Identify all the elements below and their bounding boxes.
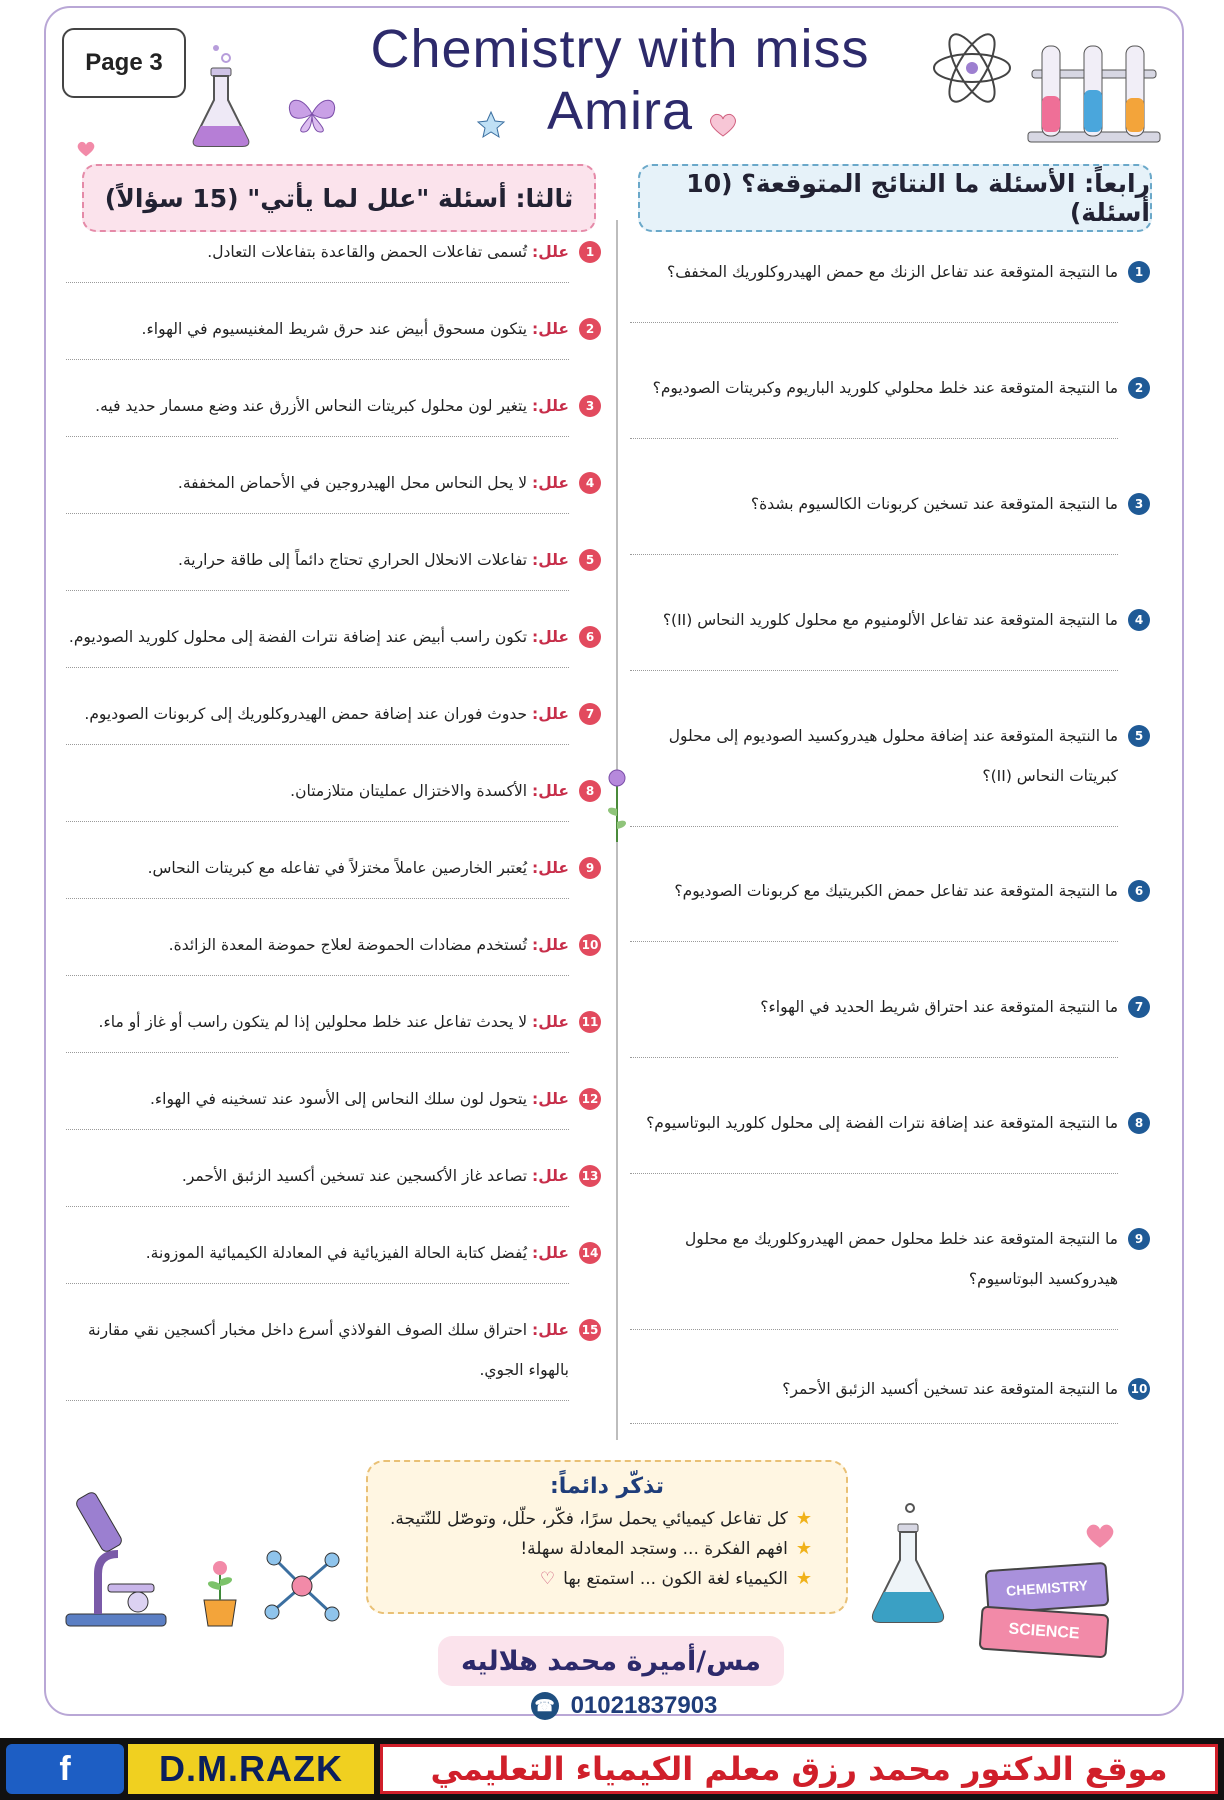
- question-number: 2: [579, 318, 601, 340]
- book-label-chemistry: CHEMISTRY: [985, 1562, 1110, 1614]
- question-text: يتكون مسحوق أبيض عند حرق شريط المغنيسيوم في الهواء.: [141, 320, 528, 338]
- question-text: تُسمى تفاعلات الحمض والقاعدة بتفاعلات التعادل.: [207, 243, 528, 261]
- question-number: 10: [579, 934, 601, 956]
- question-prefix: علل:: [532, 397, 569, 415]
- question-number: 3: [1128, 493, 1150, 515]
- question-number: 9: [579, 857, 601, 879]
- list-item: [66, 1002, 601, 1079]
- question-text: ما النتيجة المتوقعة عند إضافة محلول هيدروكسيد الصوديوم إلى محلول كبريتات النحاس (II)؟: [668, 727, 1118, 785]
- question-text: الأكسدة والاختزال عمليتان متلازمتان.: [290, 782, 528, 800]
- question-number: 3: [579, 395, 601, 417]
- phone-icon: ☎: [531, 1692, 559, 1720]
- question-text: ما النتيجة المتوقعة عند تفاعل الألومنيوم مع محلول كلوريد النحاس (II)؟: [662, 611, 1118, 629]
- question-prefix: علل:: [532, 859, 569, 877]
- question-number: 11: [579, 1011, 601, 1033]
- list-item: [66, 1233, 601, 1310]
- answer-line[interactable]: [66, 1206, 569, 1207]
- answer-line[interactable]: [630, 322, 1118, 323]
- remember-line-text: افهم الفكرة ... وستجد المعادلة سهلة!: [520, 1538, 788, 1559]
- list-item: [630, 871, 1150, 987]
- books-icon: [980, 1566, 1110, 1658]
- book-label-science: SCIENCE: [979, 1606, 1110, 1659]
- question-text: ما النتيجة المتوقعة عند تفاعل حمض الكبريتيك مع كربونات الصوديوم؟: [674, 882, 1118, 900]
- facebook-icon[interactable]: f: [6, 1744, 124, 1794]
- footer-banner: [0, 1738, 1224, 1800]
- microscope-icon: [58, 1474, 178, 1634]
- star-icon: ★: [795, 1538, 812, 1559]
- brand-logo: D.M.RAZK: [128, 1744, 374, 1794]
- question-text: احتراق سلك الصوف الفولاذي أسرع داخل مخبار أكسجين نقي مقارنة بالهواء الجوي.: [87, 1321, 569, 1379]
- question-text: لا يحل النحاس محل الهيدروجين في الأحماض المخففة.: [177, 474, 528, 492]
- question-number: 1: [579, 241, 601, 263]
- list-item: [66, 617, 601, 694]
- answer-line[interactable]: [66, 513, 569, 514]
- remember-line: [388, 1568, 812, 1589]
- question-prefix: علل:: [532, 628, 569, 646]
- question-text: يُفضل كتابة الحالة الفيزيائية في المعادلة الكيميائية الموزونة.: [145, 1244, 528, 1262]
- question-number: 12: [579, 1088, 601, 1110]
- heart-icon: [708, 112, 738, 138]
- list-item: [66, 1156, 601, 1233]
- question-prefix: علل:: [532, 1167, 569, 1185]
- list-item: [66, 1079, 601, 1156]
- list-item: [66, 694, 601, 771]
- list-item: [630, 987, 1150, 1103]
- star-icon: ★: [795, 1568, 812, 1589]
- page-title: Chemistry with miss Amira: [370, 19, 870, 141]
- question-text: يتحول لون سلك النحاس إلى الأسود عند تسخينه في الهواء.: [149, 1090, 528, 1108]
- question-text: يتغير لون محلول كبريتات النحاس الأزرق عند وضع مسمار حديد فيه.: [95, 397, 528, 415]
- question-number: 10: [1128, 1378, 1150, 1400]
- list-item: [630, 368, 1150, 484]
- answer-line[interactable]: [630, 670, 1118, 671]
- answer-line[interactable]: [66, 821, 569, 822]
- answer-line[interactable]: [630, 1057, 1118, 1058]
- list-item: [66, 771, 601, 848]
- heart-icon: [76, 140, 96, 158]
- list-item: [66, 540, 601, 617]
- question-number: 7: [1128, 996, 1150, 1018]
- question-text: ما النتيجة المتوقعة عند إضافة نترات الفضة إلى محلول كلوريد البوتاسيوم؟: [646, 1114, 1118, 1132]
- question-prefix: علل:: [532, 936, 569, 954]
- butterfly-icon: [284, 92, 340, 136]
- answer-line[interactable]: [66, 975, 569, 976]
- question-text: تفاعلات الانحلال الحراري تحتاج دائماً إلى طاقة حرارية.: [178, 551, 528, 569]
- beaker-icon: [866, 1500, 950, 1630]
- section-heading-expected-results: رابعاً: الأسئلة ما النتائج المتوقعة؟ (10 أسئلة): [638, 164, 1152, 232]
- question-prefix: علل:: [532, 1090, 569, 1108]
- question-number: 6: [1128, 880, 1150, 902]
- question-prefix: علل:: [532, 1013, 569, 1031]
- question-number: 5: [1128, 725, 1150, 747]
- flask-icon: [186, 40, 256, 150]
- question-text: ما النتيجة المتوقعة عند احتراق شريط الحديد في الهواء؟: [760, 998, 1118, 1016]
- answer-line[interactable]: [66, 1052, 569, 1053]
- question-text: ما النتيجة المتوقعة عند خلط محلول حمض الهيدروكلوريك مع محلول هيدروكسيد البوتاسيوم؟: [685, 1230, 1118, 1288]
- question-text: حدوث فوران عند إضافة حمض الهيدروكلوريك إلى كربونات الصوديوم.: [84, 705, 528, 723]
- answer-line[interactable]: [630, 554, 1118, 555]
- answer-line[interactable]: [630, 1423, 1118, 1424]
- page-number-badge: Page 3: [62, 28, 186, 98]
- question-text: لا يحدث تفاعل عند خلط محلولين إذا لم يتكون راسب أو غاز أو ماء.: [98, 1013, 528, 1031]
- answer-line[interactable]: [66, 590, 569, 591]
- test-tubes-icon: [1024, 40, 1164, 150]
- plant-icon: [600, 764, 634, 844]
- list-item: [630, 1219, 1150, 1369]
- question-prefix: علل:: [532, 474, 569, 492]
- list-item: [630, 600, 1150, 716]
- question-number: 2: [1128, 377, 1150, 399]
- answer-line[interactable]: [66, 898, 569, 899]
- list-item: [66, 925, 601, 1002]
- question-number: 5: [579, 549, 601, 571]
- answer-line[interactable]: [630, 941, 1118, 942]
- question-text: يُعتبر الخارصين عاملاً مختزلاً في تفاعله مع كبريتات النحاس.: [147, 859, 528, 877]
- answer-line[interactable]: [66, 1129, 569, 1130]
- list-item: [66, 386, 601, 463]
- question-text: ما النتيجة المتوقعة عند تسخين أكسيد الزئبق الأحمر؟: [782, 1380, 1118, 1398]
- phone-number: 01021837903: [570, 1692, 718, 1719]
- list-item: [66, 1310, 601, 1410]
- star-icon: [476, 110, 506, 140]
- question-text: ما النتيجة المتوقعة عند تسخين كربونات الكالسيوم بشدة؟: [750, 495, 1118, 513]
- section-heading-reasons: ثالثا: أسئلة "علل لما يأتي" (15 سؤالاً): [82, 164, 596, 232]
- list-item: [630, 252, 1150, 368]
- question-number: 4: [1128, 609, 1150, 631]
- question-text: تكون راسب أبيض عند إضافة نترات الفضة إلى محلول كلوريد الصوديوم.: [68, 628, 528, 646]
- remember-title: تذكّر دائماً:: [549, 1474, 664, 1499]
- answer-line[interactable]: [66, 1283, 569, 1284]
- answer-line[interactable]: [630, 826, 1118, 827]
- star-icon: ★: [795, 1508, 812, 1529]
- question-prefix: علل:: [532, 320, 569, 338]
- question-text: ما النتيجة المتوقعة عند خلط محلولي كلوريد الباريوم وكبريتات الصوديوم؟: [652, 379, 1118, 397]
- answer-line[interactable]: [66, 667, 569, 668]
- answer-line[interactable]: [630, 1173, 1118, 1174]
- question-number: 13: [579, 1165, 601, 1187]
- answer-line[interactable]: [630, 438, 1118, 439]
- list-item: [630, 716, 1150, 871]
- question-prefix: علل:: [532, 1244, 569, 1262]
- remember-box: [366, 1460, 848, 1614]
- answer-line[interactable]: [66, 436, 569, 437]
- answer-line[interactable]: [66, 1400, 569, 1401]
- plant-icon: [192, 1554, 248, 1628]
- question-number: 6: [579, 626, 601, 648]
- question-number: 8: [579, 780, 601, 802]
- heart-icon: ♡: [539, 1568, 556, 1589]
- answer-line[interactable]: [66, 282, 569, 283]
- question-text: تُستخدم مضادات الحموضة لعلاج حموضة المعدة الزائدة.: [168, 936, 528, 954]
- answer-line[interactable]: [630, 1329, 1118, 1330]
- remember-line: [388, 1538, 812, 1559]
- question-number: 15: [579, 1319, 601, 1341]
- list-item: [66, 848, 601, 925]
- remember-line-text: كل تفاعل كيميائي يحمل سرًا، فكّر، حلّل، وتوصّل للنّتيجة.: [390, 1508, 788, 1529]
- question-number: 14: [579, 1242, 601, 1264]
- list-item: [66, 232, 601, 309]
- question-number: 9: [1128, 1228, 1150, 1250]
- remember-line-text: الكيمياء لغة الكون ... استمتع بها: [563, 1568, 788, 1589]
- heart-icon: [1084, 1522, 1116, 1550]
- molecule-icon: [262, 1546, 342, 1626]
- list-item: [630, 484, 1150, 600]
- list-item: [630, 1103, 1150, 1219]
- list-item: [630, 1369, 1150, 1439]
- teacher-phone: [484, 1688, 764, 1724]
- question-number: 1: [1128, 261, 1150, 283]
- list-item: [66, 463, 601, 540]
- reasons-question-list: [66, 232, 601, 1410]
- answer-line[interactable]: [66, 744, 569, 745]
- question-prefix: علل:: [532, 243, 569, 261]
- question-number: 4: [579, 472, 601, 494]
- question-prefix: علل:: [532, 551, 569, 569]
- list-item: [66, 309, 601, 386]
- teacher-name: مس/أميرة محمد هلاليه: [438, 1636, 784, 1686]
- question-prefix: علل:: [532, 705, 569, 723]
- remember-line: [388, 1508, 812, 1529]
- question-text: تصاعد غاز الأكسجين عند تسخين أكسيد الزئبق الأحمر.: [181, 1167, 528, 1185]
- atom-icon: [930, 26, 1014, 110]
- expected-results-question-list: [630, 252, 1150, 1439]
- site-title: موقع الدكتور محمد رزق معلم الكيمياء التعليمي: [380, 1744, 1218, 1794]
- question-prefix: علل:: [532, 1321, 569, 1339]
- question-number: 7: [579, 703, 601, 725]
- question-prefix: علل:: [532, 782, 569, 800]
- question-text: ما النتيجة المتوقعة عند تفاعل الزنك مع حمض الهيدروكلوريك المخفف؟: [666, 263, 1118, 281]
- answer-line[interactable]: [66, 359, 569, 360]
- question-number: 8: [1128, 1112, 1150, 1134]
